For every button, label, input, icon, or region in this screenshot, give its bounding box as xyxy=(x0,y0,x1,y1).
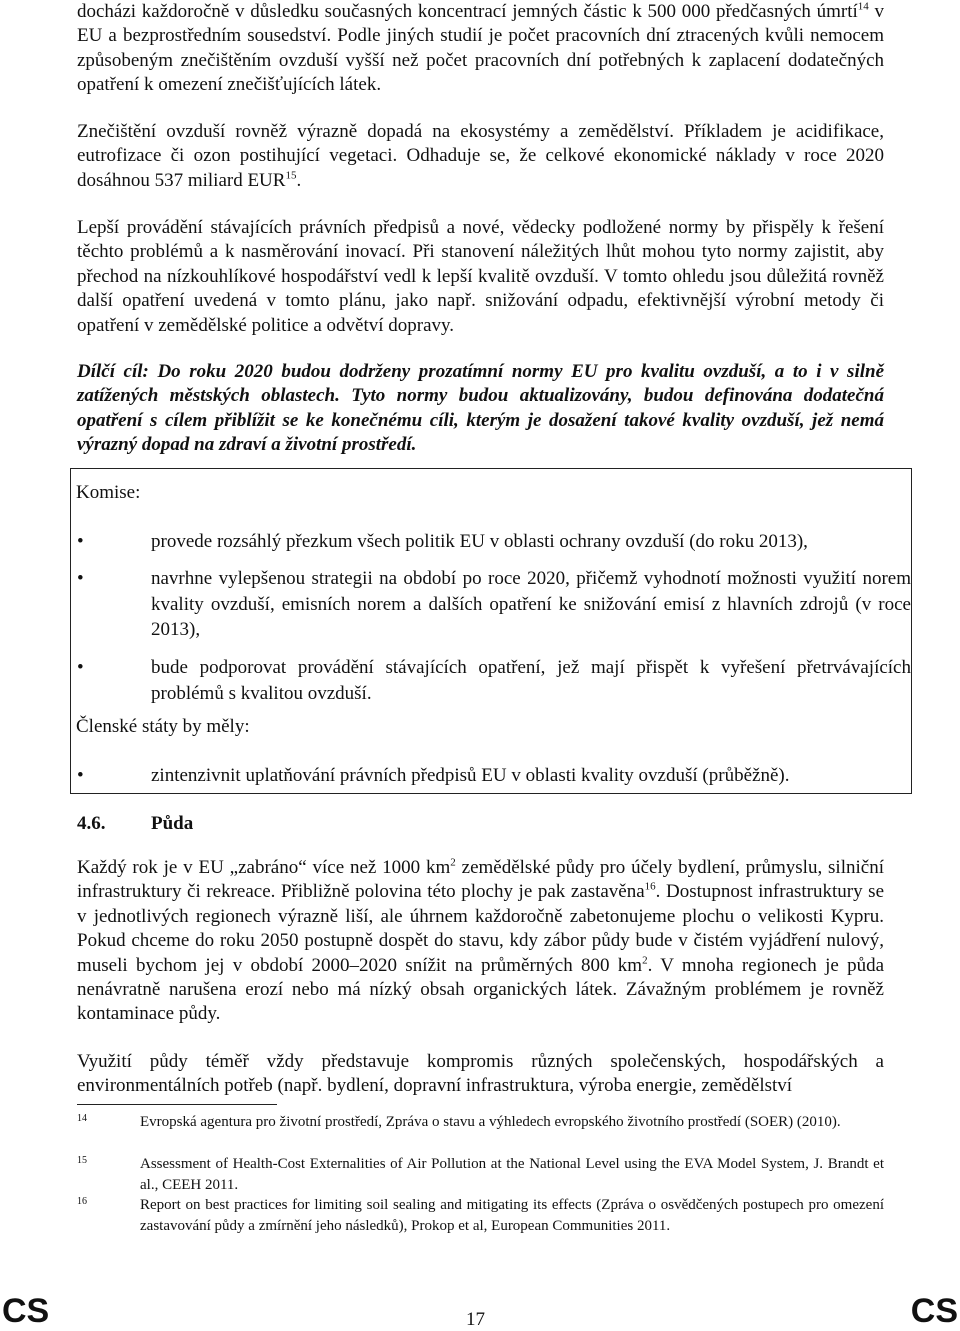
page-number: 17 xyxy=(466,1309,485,1330)
paragraph-air-pollution-deaths xyxy=(77,0,884,98)
language-code-left: CS xyxy=(2,1292,50,1330)
member-states-label: Členské státy by měly: xyxy=(76,716,250,737)
superscript: 2 xyxy=(450,856,456,869)
section-number: 4.6. xyxy=(77,813,106,834)
footnote-divider xyxy=(77,1104,277,1105)
section-heading xyxy=(77,812,193,836)
actions-box xyxy=(70,468,912,794)
paragraph-text: zemědělské půdy pro účely bydlení, průmyslu, silniční infrastruktury či rekreace. Přibližně polovina této plochy je pak zastavěna xyxy=(77,857,884,903)
superscript: 2 xyxy=(642,954,648,967)
list-item-text: zintenzivnit uplatňování právních předpisů EU v oblasti kvality ovzduší (průběžně). xyxy=(151,765,790,786)
list-item-text: provede rozsáhlý přezkum všech politik EU v oblasti ochrany ovzduší (do roku 2013), xyxy=(151,531,808,552)
footnote xyxy=(77,1112,884,1133)
paragraph-text: Každý rok je v EU „zabráno“ více než 1000 km xyxy=(77,857,451,878)
paragraph-text: . xyxy=(296,169,302,191)
footnote-text: Assessment of Health-Cost Externalities of Air Pollution at the National Level using the EVA Model System, J. Brandt et al., CEEH 2011. xyxy=(140,1156,884,1193)
footnote xyxy=(77,1195,884,1236)
paragraph-text: . V mnoha regionech je půda nenávratně narušena erozí nebo má nízký obsah organických látek. Závažným problémem je rovněž kontaminace půdy. xyxy=(77,954,885,1025)
commission-label: Komise: xyxy=(76,482,141,503)
paragraph-legislation: Lepší provádění stávajících právních předpisů a nové, vědecky podložené normy by přispěly k řešení těchto problémů a k nasměrování inovací. Při stanovení náležitých lhůt mohou tyto normy zajistit, aby přechod na nízkouhlíkové hospodářství vedl k lepší kvalitě ovzduší. V tomto ohledu jsou důležitá rovněž další opatření uvedená v tomto plánu, jako např. snižování odpadu, efektivnější výrobní metody či opatření v zemědělské politice a odvětví dopravy. xyxy=(77,217,884,336)
list-item-text: bude podporovat provádění stávajících opatření, jež mají přispět k vyřešení přetrvávajících problémů s kvalitou ovzduší. xyxy=(151,657,911,704)
footnote-ref-15[interactable]: 15 xyxy=(285,169,297,182)
paragraph-text: Znečištění ovzduší rovněž výrazně dopadá na ekosystémy a zemědělství. Příkladem je acidifikace, eutrofizace či ozon postihující vegetaci. Odhaduje se, že celkové ekonomické náklady v roce 2020 dosáhnou 537 miliard EUR xyxy=(77,121,884,191)
footnote xyxy=(77,1154,884,1195)
footnote-text: Evropská agentura pro životní prostředí, Zpráva o stavu a výhledech evropského životního prostředí (SOER) (2010). xyxy=(140,1114,841,1130)
paragraph-ecosystems xyxy=(77,120,884,193)
bullet-icon: • xyxy=(77,531,84,552)
language-code-right: CS xyxy=(910,1292,958,1330)
bullet-icon: • xyxy=(77,765,84,786)
list-item xyxy=(75,655,911,706)
list-item xyxy=(75,529,911,555)
list-item xyxy=(75,763,911,789)
paragraph-text: . Dostupnost infrastruktury se v jednotlivých regionech výrazně liší, ale úhrnem každoročně zabetonujeme plochu o velikosti Kypru. Pokud chceme do roku 2050 postupně dospět do stavu, kdy zábor půdy bude v čistém vyjádření nulový, museli bychom jej v období 2000–2020 snížit na průměrných 800 km xyxy=(77,881,884,976)
paragraph-land-use: Využití půdy téměř vždy představuje kompromis různých společenských, hospodářských a environmentálních potřeb (např. bydlení, dopravní infrastruktura, výroba energie, zemědělství xyxy=(77,1051,884,1097)
section-title: Půda xyxy=(151,813,194,834)
footnote-text: Report on best practices for limiting soil sealing and mitigating its effects (Zpráva o osvědčených postupech pro omezení zastavování půdy a zmírnění jeho následků), Prokop et al, European Communities 2011. xyxy=(140,1197,884,1234)
paragraph-soil xyxy=(77,856,884,1027)
bullet-icon: • xyxy=(77,657,84,678)
paragraph-milestone: Dílčí cíl: Do roku 2020 budou dodrženy prozatímní normy EU pro kvalitu ovzduší, a to i v silně zatížených městských oblastech. Tyto normy budou aktualizovány, budou definována dodatečná opatření s cílem přiblížit se ke konečnému cíli, kterým je dosažení takové kvality ovzduší, jež nemá výrazný dopad na zdraví a životní prostředí. xyxy=(77,361,884,456)
footnote-ref-16[interactable]: 16 xyxy=(644,881,656,894)
footnote-number: 16 xyxy=(77,1196,87,1207)
list-item-text: navrhne vylepšenou strategii na období po roce 2020, přičemž vyhodnotí možnosti využití norem kvality ovzduší, emisních norem a dalších opatření ke snižování emisí z hlavních zdrojů (v roce 2013), xyxy=(151,568,911,640)
bullet-icon: • xyxy=(77,568,84,589)
footnote-number: 14 xyxy=(77,1113,87,1124)
paragraph-text: v EU a bezprostředním sousedství. Podle jiných studií je počet pracovních dní ztracených kvůli nemocem způsobeným znečištěním ovzduší vyšší než počet pracovních dní potřebných k zaplacení dodatečných opatření k omezení znečišťujících látek. xyxy=(77,1,884,96)
footnote-ref-14[interactable]: 14 xyxy=(857,0,869,13)
paragraph-text: docházi každoročně v důsledku současných koncentrací jemných částic k 500 000 předčasných úmrtí xyxy=(77,1,858,22)
footnote-number: 15 xyxy=(77,1155,87,1166)
list-item xyxy=(75,566,911,643)
